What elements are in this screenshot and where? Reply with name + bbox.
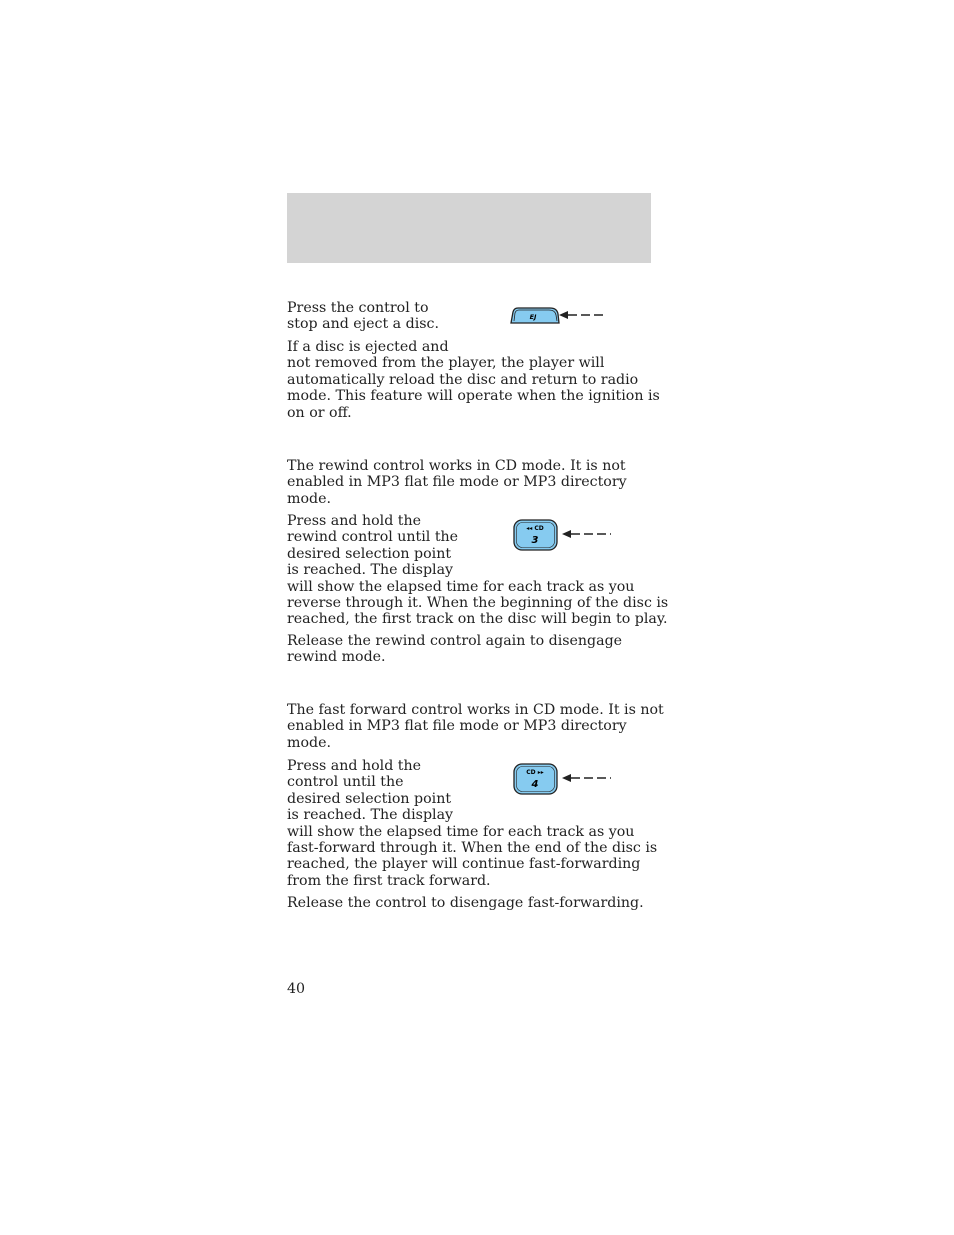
eject-instruction: Press the control to stop and eject a disc. bbox=[287, 300, 439, 333]
page-number: 40 bbox=[287, 981, 306, 997]
section-header-band bbox=[287, 193, 651, 263]
preset-3-number: 3 bbox=[531, 535, 539, 546]
arrow-left-icon bbox=[562, 530, 571, 538]
rewind-button-illustration bbox=[512, 518, 614, 554]
rewind-release-note: Release the rewind control again to disengage rewind mode. bbox=[287, 633, 623, 666]
preset-4-number: 4 bbox=[531, 779, 539, 790]
rewind-mode-note: The rewind control works in CD mode. It is not enabled in MP3 flat file mode or MP3 directory mode. bbox=[287, 458, 627, 507]
fast-forward-label: CD ▸▸ bbox=[526, 769, 544, 776]
fast-forward-mode-note: The fast forward control works in CD mode. It is not enabled in MP3 flat file mode or MP3 directory mode. bbox=[287, 702, 664, 751]
fast-forward-release-note: Release the control to disengage fast-forwarding. bbox=[287, 895, 644, 911]
arrow-left-icon bbox=[559, 311, 568, 319]
rewind-label: ◂◂ CD bbox=[526, 525, 544, 532]
rewind-instruction: Press and hold the rewind control until the desired selection point is reached. The display will show the elapsed time for each track as you reverse through it. When the beginning of the disc is reached, the first track on the disc will begin to play. bbox=[287, 513, 669, 628]
fast-forward-instruction: Press and hold the control until the desired selection point is reached. The display will show the elapsed time for each track as you fast-forward through it. When the end of the disc is reached, the player will continue fast-forwarding from the first track forward. bbox=[287, 758, 658, 889]
arrow-left-icon bbox=[562, 774, 571, 782]
eject-reload-description: If a disc is ejected and not removed from the player, the player will automatically reload the disc and return to radio mode. This feature will operate when the ignition is on or off. bbox=[287, 339, 660, 421]
eject-button-illustration bbox=[508, 304, 610, 326]
eject-label: EJ bbox=[529, 313, 537, 321]
fast-forward-button-illustration bbox=[512, 762, 614, 798]
